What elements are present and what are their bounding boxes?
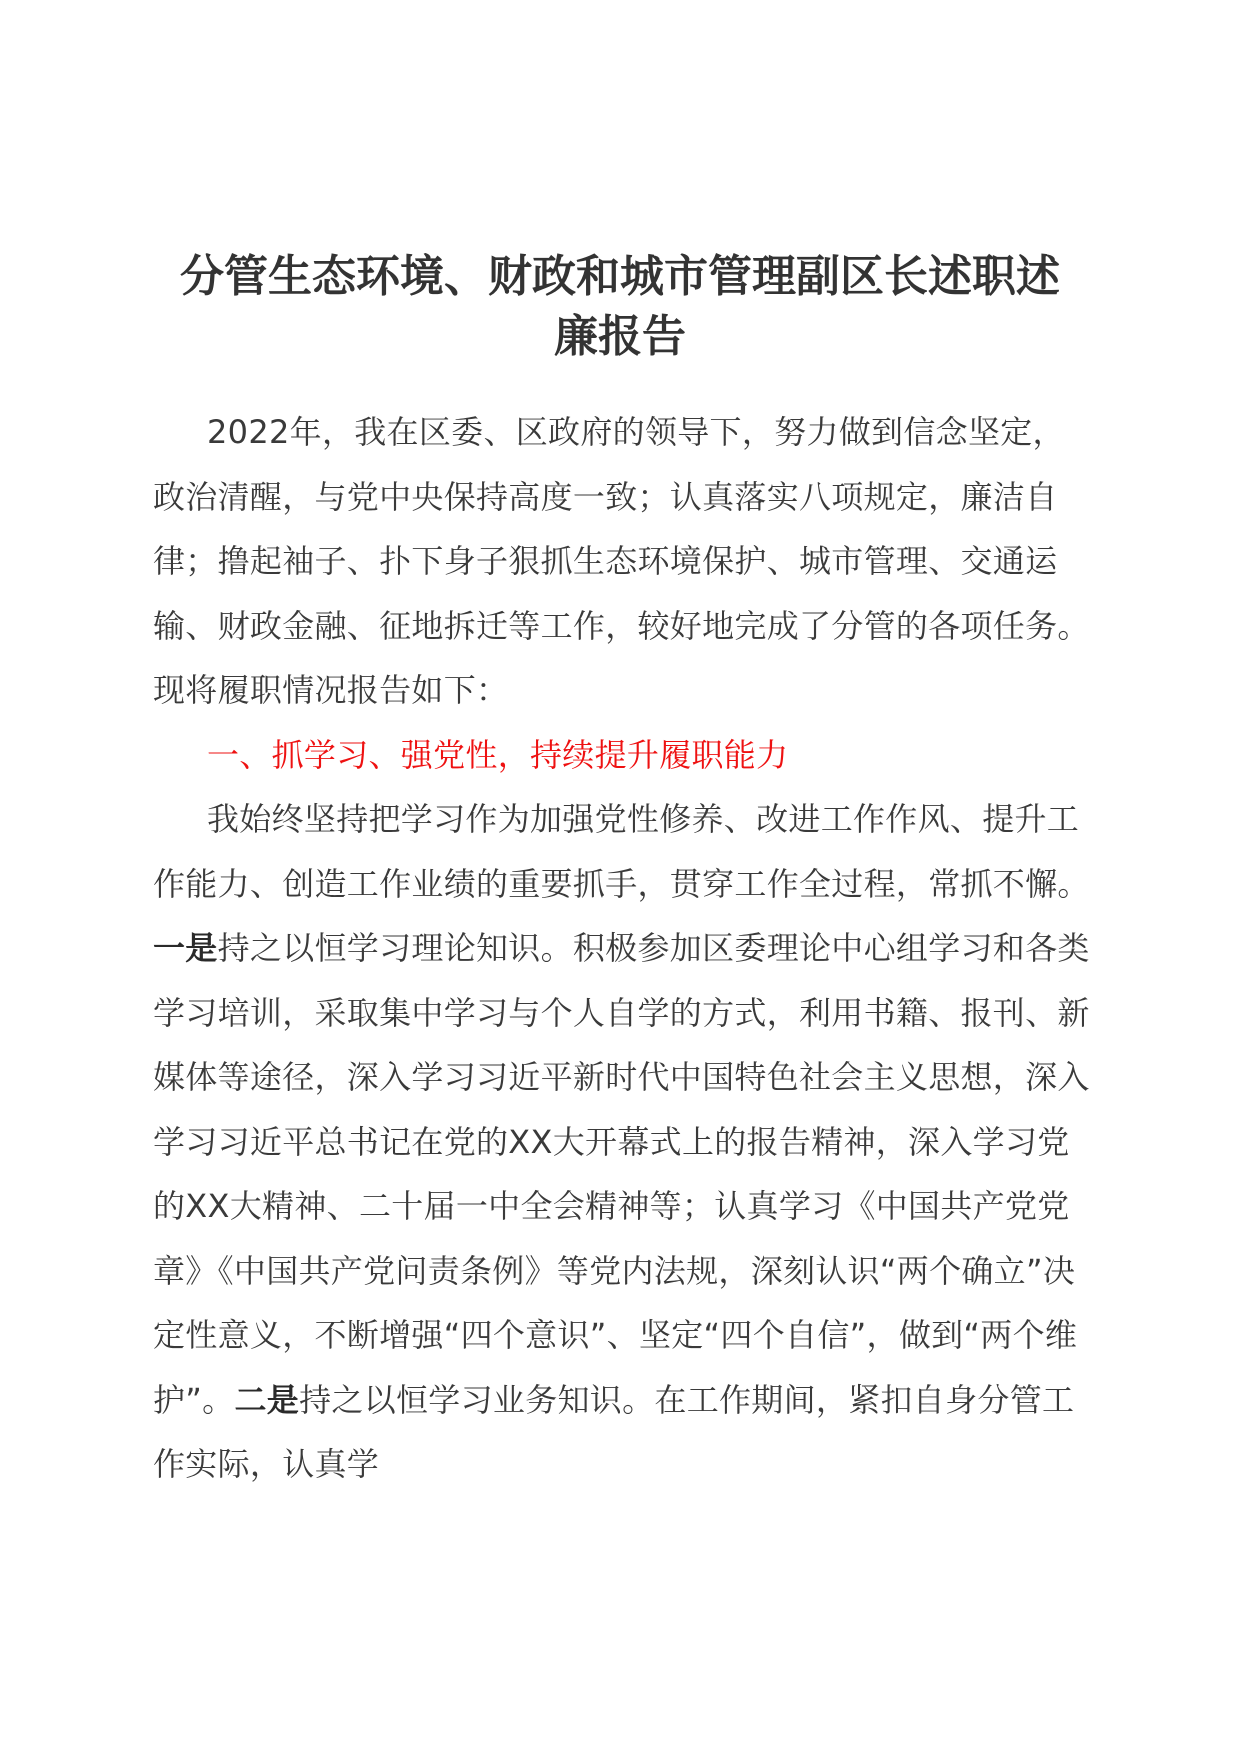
section1-emphasis-first: 一是 [153,929,218,967]
section1-text-part3: 持之以恒学习业务知识。在工作期间，紧扣自身分管工作实际，认真学 [153,1380,1075,1483]
document-title-line1: 分管生态环境、财政和城市管理副区长述职述 [180,251,1060,302]
section1-text-part1: 我始终坚持把学习作为加强党性修养、改进工作作风、提升工作能力、创造工作业绩的重要抓手，贯穿工作全过程，常抓不懈。 [153,800,1090,903]
section1-emphasis-second: 二是 [234,1380,300,1419]
section1-heading: 一、抓学习、强党性，持续提升履职能力 [207,736,789,774]
section1-paragraph [153,787,1093,1497]
intro-paragraph: 2022年，我在区委、区政府的领导下，努力做到信念坚定，政治清醒，与党中央保持高度一致；认真落实八项规定，廉洁自律；撸起袖子、扑下身子狠抓生态环境保护、城市管理、交通运输、财政金融、征地拆迁等工作，较好地完成了分管的各项任务。现将履职情况报告如下： [153,413,1090,709]
document-title-line2: 廉报告 [554,311,686,362]
section1-text-part2: 持之以恒学习理论知识。积极参加区委理论中心组学习和各类学习培训，采取集中学习与个人自学的方式，利用书籍、报刊、新媒体等途径，深入学习习近平新时代中国特色社会主义思想，深入学习习近平总书记在党的XX大开幕式上的报告精神，深入学习党的XX大精神、二十届一中全会精神等；认真学习《中国共产党党章》《中国共产党问责条例》等党内法规，深刻认识“两个确立”决定性意义，不断增强“四个意识”、坚定“四个自信”，做到“两个维护”。 [153,929,1090,1419]
